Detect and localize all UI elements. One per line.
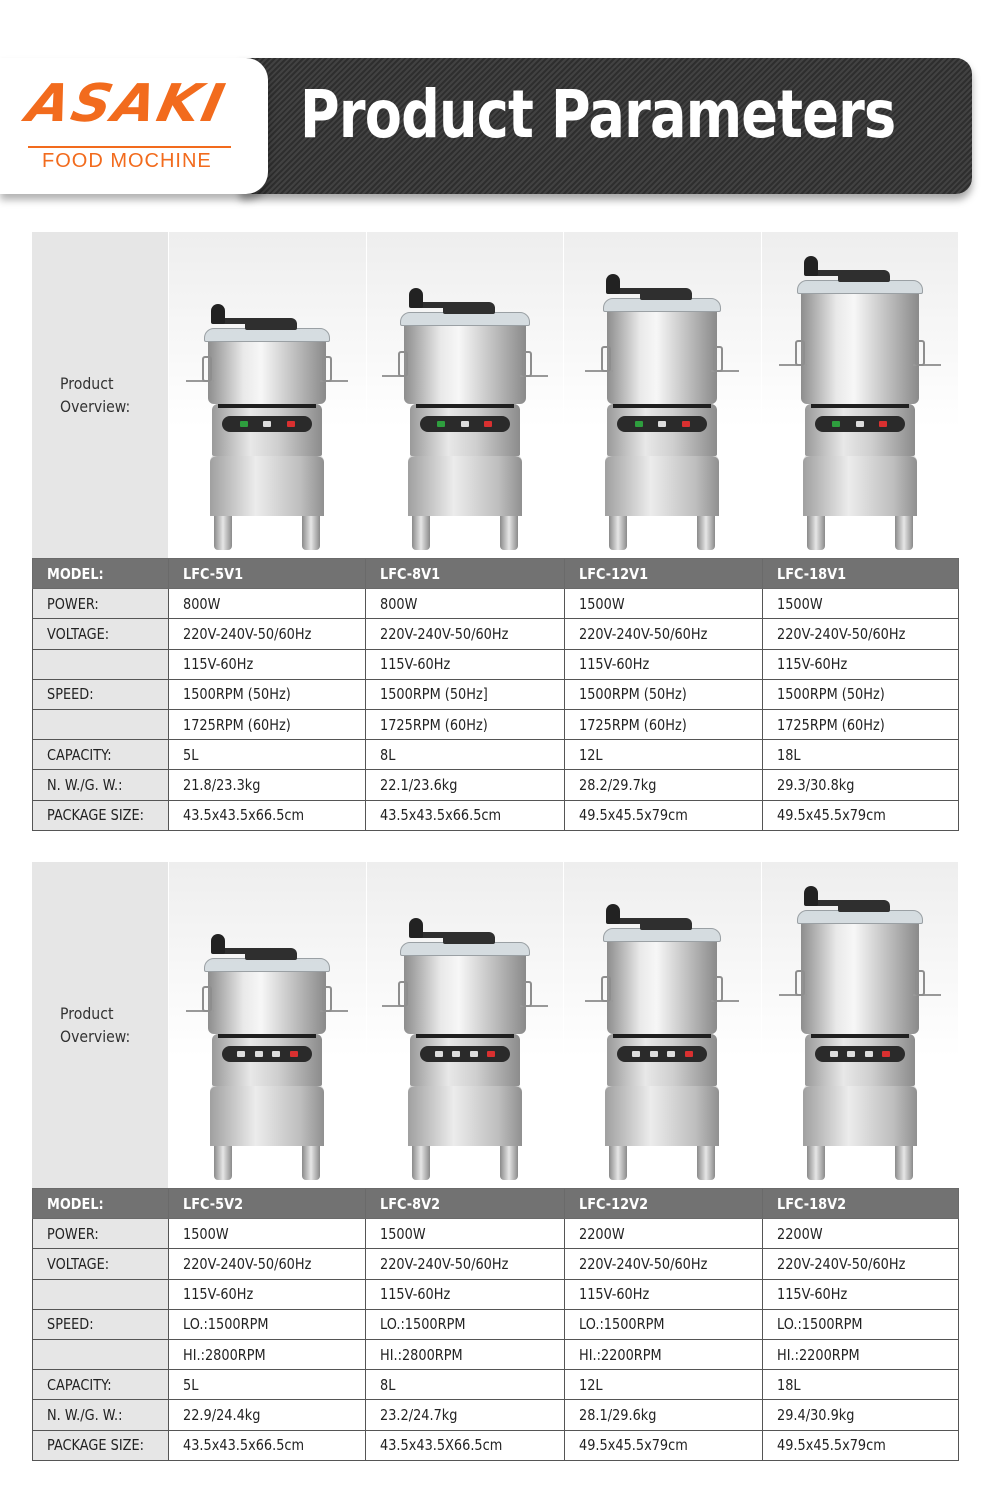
spec-value-cell: 12L (565, 1370, 763, 1400)
spec-value-cell: 1500RPM (50Hz) (565, 679, 763, 709)
bowl (208, 342, 326, 404)
control-button-icon (484, 421, 492, 427)
spec-value-cell: 220V-240V-50/60Hz (763, 1249, 959, 1279)
spec-value-cell: 115V-60Hz (763, 1279, 959, 1309)
leg-icon (609, 514, 627, 550)
spec-value-cell: 29.3/30.8kg (763, 770, 959, 800)
spec-value-cell: 1500W (169, 1219, 366, 1249)
clip-icon (398, 351, 408, 377)
leg-icon (807, 1144, 825, 1180)
control-button-icon (263, 421, 271, 427)
spec-value-cell: LO.:1500RPM (565, 1309, 763, 1339)
row-label: VOLTAGE: (33, 619, 169, 649)
control-button-icon (832, 421, 840, 427)
control-panel (815, 1046, 905, 1062)
row-label (33, 1339, 169, 1369)
clip-icon (601, 346, 611, 372)
speed-row-alt (33, 1339, 959, 1369)
model-name-cell: LFC-18V1 (763, 559, 959, 589)
control-panel (815, 416, 905, 432)
control-button-icon (452, 1051, 460, 1057)
model-name-cell: LFC-8V2 (366, 1189, 565, 1219)
control-panel (222, 1046, 312, 1062)
logo-divider (28, 146, 231, 148)
spec-value-cell: 115V-60Hz (763, 649, 959, 679)
spec-value-cell: 1500RPM (50Hz) (763, 679, 959, 709)
row-label (33, 1279, 169, 1309)
leg-icon (214, 1144, 232, 1180)
spec-value-cell: 22.9/24.4kg (169, 1400, 366, 1430)
product-image-lfc-12v1 (563, 232, 761, 558)
leg-icon (302, 1144, 320, 1180)
capacity-row (33, 740, 959, 770)
speed-row (33, 679, 959, 709)
page-header (0, 56, 990, 198)
control-panel (420, 416, 510, 432)
control-button-icon (487, 1051, 495, 1057)
row-label: SPEED: (33, 679, 169, 709)
clip-icon (202, 986, 212, 1012)
spec-value-cell: 8L (366, 1370, 565, 1400)
product-image-lfc-12v2 (563, 862, 761, 1188)
food-processor-illustration (785, 240, 935, 550)
clip-icon (522, 351, 532, 377)
leg-icon (500, 514, 518, 550)
lid (797, 910, 923, 924)
spec-value-cell: 115V-60Hz (565, 649, 763, 679)
motor-base (408, 1084, 522, 1146)
row-label: VOLTAGE: (33, 1249, 169, 1279)
motor-base (605, 454, 719, 516)
lid (204, 958, 330, 972)
speed-row (33, 1309, 959, 1339)
control-button-icon (237, 1051, 245, 1057)
control-button-icon (255, 1051, 263, 1057)
clip-icon (601, 976, 611, 1002)
spec-value-cell: 220V-240V-50/60Hz (169, 619, 366, 649)
spec-value-cell: 1725RPM (60Hz) (763, 709, 959, 739)
brand-logo (0, 58, 268, 194)
spec-value-cell: LO.:1500RPM (366, 1309, 565, 1339)
motor-base (210, 1084, 324, 1146)
food-processor-illustration (587, 258, 737, 550)
spec-value-cell: 1500W (366, 1219, 565, 1249)
spec-value-cell: 43.5x43.5x66.5cm (169, 1430, 366, 1460)
row-label: SPEED: (33, 1309, 169, 1339)
model-row (33, 1189, 959, 1219)
food-processor-illustration (192, 918, 342, 1180)
capacity-row (33, 1370, 959, 1400)
clip-icon (713, 346, 723, 372)
spec-value-cell: 49.5x45.5x79cm (763, 1430, 959, 1460)
food-processor-illustration (785, 870, 935, 1180)
bowl (404, 956, 526, 1034)
model-name-cell: LFC-5V1 (169, 559, 366, 589)
control-button-icon (635, 421, 643, 427)
spec-value-cell: 2200W (565, 1219, 763, 1249)
row-label: PACKAGE SIZE: (33, 800, 169, 830)
control-button-icon (240, 421, 248, 427)
clip-icon (522, 981, 532, 1007)
leg-icon (895, 1144, 913, 1180)
control-button-icon (865, 1051, 873, 1057)
product-image-lfc-5v2 (168, 862, 366, 1188)
row-label: N. W./G. W.: (33, 1400, 169, 1430)
clip-icon (713, 976, 723, 1002)
row-label: CAPACITY: (33, 1370, 169, 1400)
row-label (33, 649, 169, 679)
motor-base (210, 454, 324, 516)
overview-label: Product Overview: (60, 374, 131, 416)
spec-value-cell: 115V-60Hz (169, 649, 366, 679)
control-button-icon (287, 421, 295, 427)
spec-table-v1 (32, 558, 959, 831)
motor-base (803, 454, 917, 516)
spec-value-cell: 1500W (565, 589, 763, 619)
bowl (607, 942, 717, 1034)
control-button-icon (856, 421, 864, 427)
row-label: N. W./G. W.: (33, 770, 169, 800)
spec-value-cell: 1500RPM (50Hz) (169, 679, 366, 709)
voltage-row (33, 1249, 959, 1279)
food-processor-illustration (192, 288, 342, 550)
control-button-icon (290, 1051, 298, 1057)
lid (204, 328, 330, 342)
clip-icon (915, 340, 925, 366)
spec-value-cell: 220V-240V-50/60Hz (366, 1249, 565, 1279)
spec-value-cell: 800W (169, 589, 366, 619)
spec-value-cell: HI.:2800RPM (169, 1339, 366, 1369)
model-name-cell: LFC-12V2 (565, 1189, 763, 1219)
power-row (33, 1219, 959, 1249)
leg-icon (214, 514, 232, 550)
product-overview-row (32, 232, 958, 558)
leg-icon (500, 1144, 518, 1180)
lid (400, 312, 530, 326)
clip-icon (795, 340, 805, 366)
leg-icon (412, 514, 430, 550)
spec-value-cell: 29.4/30.9kg (763, 1400, 959, 1430)
product-image-lfc-8v2 (366, 862, 564, 1188)
row-label: POWER: (33, 589, 169, 619)
control-button-icon (470, 1051, 478, 1057)
spec-value-cell: 49.5x45.5x79cm (565, 1430, 763, 1460)
row-label: POWER: (33, 1219, 169, 1249)
lid (797, 280, 923, 294)
spec-value-cell: 43.5x43.5X66.5cm (366, 1430, 565, 1460)
control-button-icon (847, 1051, 855, 1057)
spec-value-cell: 28.1/29.6kg (565, 1400, 763, 1430)
clip-icon (202, 356, 212, 382)
spec-value-cell: 1725RPM (60Hz) (169, 709, 366, 739)
row-label: CAPACITY: (33, 740, 169, 770)
spec-value-cell: 220V-240V-50/60Hz (366, 619, 565, 649)
spec-value-cell: HI.:2800RPM (366, 1339, 565, 1369)
clip-icon (322, 986, 332, 1012)
model-name-cell: LFC-12V1 (565, 559, 763, 589)
page-title: Product Parameters (300, 76, 896, 153)
clip-icon (795, 970, 805, 996)
lid (603, 298, 721, 312)
control-panel (222, 416, 312, 432)
overview-label-cell (32, 862, 168, 1188)
clip-icon (398, 981, 408, 1007)
lid (603, 928, 721, 942)
control-panel (617, 1046, 707, 1062)
control-button-icon (272, 1051, 280, 1057)
speed-row-alt (33, 709, 959, 739)
row-label: MODEL: (33, 559, 169, 589)
spec-value-cell: 220V-240V-50/60Hz (565, 619, 763, 649)
leg-icon (302, 514, 320, 550)
knob-icon (409, 288, 423, 308)
spec-value-cell: 800W (366, 589, 565, 619)
spec-value-cell: 12L (565, 740, 763, 770)
product-image-lfc-18v2 (761, 862, 959, 1188)
control-button-icon (632, 1051, 640, 1057)
spec-value-cell: 18L (763, 740, 959, 770)
row-label: MODEL: (33, 1189, 169, 1219)
control-button-icon (658, 421, 666, 427)
spec-value-cell: 115V-60Hz (366, 649, 565, 679)
overview-label: Product Overview: (60, 1004, 131, 1046)
power-row (33, 589, 959, 619)
title-banner (240, 58, 972, 194)
leg-icon (412, 1144, 430, 1180)
food-processor-illustration (587, 888, 737, 1180)
bowl (404, 326, 526, 404)
model-name-cell: LFC-18V2 (763, 1189, 959, 1219)
leg-icon (697, 514, 715, 550)
bowl (801, 294, 919, 404)
spec-value-cell: 220V-240V-50/60Hz (565, 1249, 763, 1279)
control-button-icon (682, 421, 690, 427)
product-overview-row (32, 862, 958, 1188)
leg-icon (697, 1144, 715, 1180)
knob-icon (804, 886, 818, 906)
voltage-row-alt (33, 1279, 959, 1309)
bowl (208, 972, 326, 1034)
spec-value-cell: LO.:1500RPM (763, 1309, 959, 1339)
spec-value-cell: 43.5x43.5x66.5cm (169, 800, 366, 830)
package-size-row (33, 800, 959, 830)
motor-base (803, 1084, 917, 1146)
spec-section-v1 (32, 232, 958, 831)
spec-value-cell: 23.2/24.7kg (366, 1400, 565, 1430)
knob-icon (606, 904, 620, 924)
control-button-icon (879, 421, 887, 427)
knob-icon (211, 304, 225, 324)
overview-label-cell (32, 232, 168, 558)
spec-value-cell: 2200W (763, 1219, 959, 1249)
knob-icon (804, 256, 818, 276)
bowl (801, 924, 919, 1034)
spec-value-cell: 22.1/23.6kg (366, 770, 565, 800)
spec-value-cell: 1500RPM (50Hz] (366, 679, 565, 709)
control-button-icon (435, 1051, 443, 1057)
voltage-row (33, 619, 959, 649)
control-button-icon (461, 421, 469, 427)
spec-value-cell: 8L (366, 740, 565, 770)
motor-base (605, 1084, 719, 1146)
knob-icon (606, 274, 620, 294)
weight-row (33, 770, 959, 800)
spec-section-v2 (32, 862, 958, 1461)
control-panel (617, 416, 707, 432)
spec-value-cell: 1725RPM (60Hz) (366, 709, 565, 739)
leg-icon (609, 1144, 627, 1180)
spec-value-cell: 43.5x43.5x66.5cm (366, 800, 565, 830)
food-processor-illustration (390, 272, 540, 550)
spec-value-cell: 115V-60Hz (366, 1279, 565, 1309)
bowl (607, 312, 717, 404)
spec-value-cell: 18L (763, 1370, 959, 1400)
control-button-icon (437, 421, 445, 427)
brand-name: ASAKI (21, 74, 232, 134)
motor-base (408, 454, 522, 516)
weight-row (33, 1400, 959, 1430)
leg-icon (807, 514, 825, 550)
spec-value-cell: 21.8/23.3kg (169, 770, 366, 800)
spec-value-cell: 220V-240V-50/60Hz (169, 1249, 366, 1279)
control-button-icon (830, 1051, 838, 1057)
spec-value-cell: 220V-240V-50/60Hz (763, 619, 959, 649)
control-button-icon (882, 1051, 890, 1057)
control-button-icon (667, 1051, 675, 1057)
model-name-cell: LFC-5V2 (169, 1189, 366, 1219)
spec-value-cell: 49.5x45.5x79cm (763, 800, 959, 830)
model-row (33, 559, 959, 589)
leg-icon (895, 514, 913, 550)
spec-value-cell: 28.2/29.7kg (565, 770, 763, 800)
control-panel (420, 1046, 510, 1062)
spec-value-cell: 5L (169, 1370, 366, 1400)
brand-tagline: FOOD MOCHINE (42, 150, 212, 172)
spec-value-cell: 115V-60Hz (169, 1279, 366, 1309)
model-name-cell: LFC-8V1 (366, 559, 565, 589)
spec-value-cell: 1725RPM (60Hz) (565, 709, 763, 739)
spec-table-v2 (32, 1188, 959, 1461)
spec-value-cell: 49.5x45.5x79cm (565, 800, 763, 830)
lid (400, 942, 530, 956)
package-size-row (33, 1430, 959, 1460)
spec-value-cell: 115V-60Hz (565, 1279, 763, 1309)
spec-value-cell: HI.:2200RPM (565, 1339, 763, 1369)
spec-value-cell: 1500W (763, 589, 959, 619)
clip-icon (915, 970, 925, 996)
food-processor-illustration (390, 902, 540, 1180)
knob-icon (409, 918, 423, 938)
product-image-lfc-8v1 (366, 232, 564, 558)
clip-icon (322, 356, 332, 382)
spec-value-cell: HI.:2200RPM (763, 1339, 959, 1369)
row-label (33, 709, 169, 739)
spec-value-cell: LO.:1500RPM (169, 1309, 366, 1339)
product-image-lfc-18v1 (761, 232, 959, 558)
control-button-icon (650, 1051, 658, 1057)
voltage-row-alt (33, 649, 959, 679)
row-label: PACKAGE SIZE: (33, 1430, 169, 1460)
spec-value-cell: 5L (169, 740, 366, 770)
knob-icon (211, 934, 225, 954)
product-image-lfc-5v1 (168, 232, 366, 558)
control-button-icon (685, 1051, 693, 1057)
